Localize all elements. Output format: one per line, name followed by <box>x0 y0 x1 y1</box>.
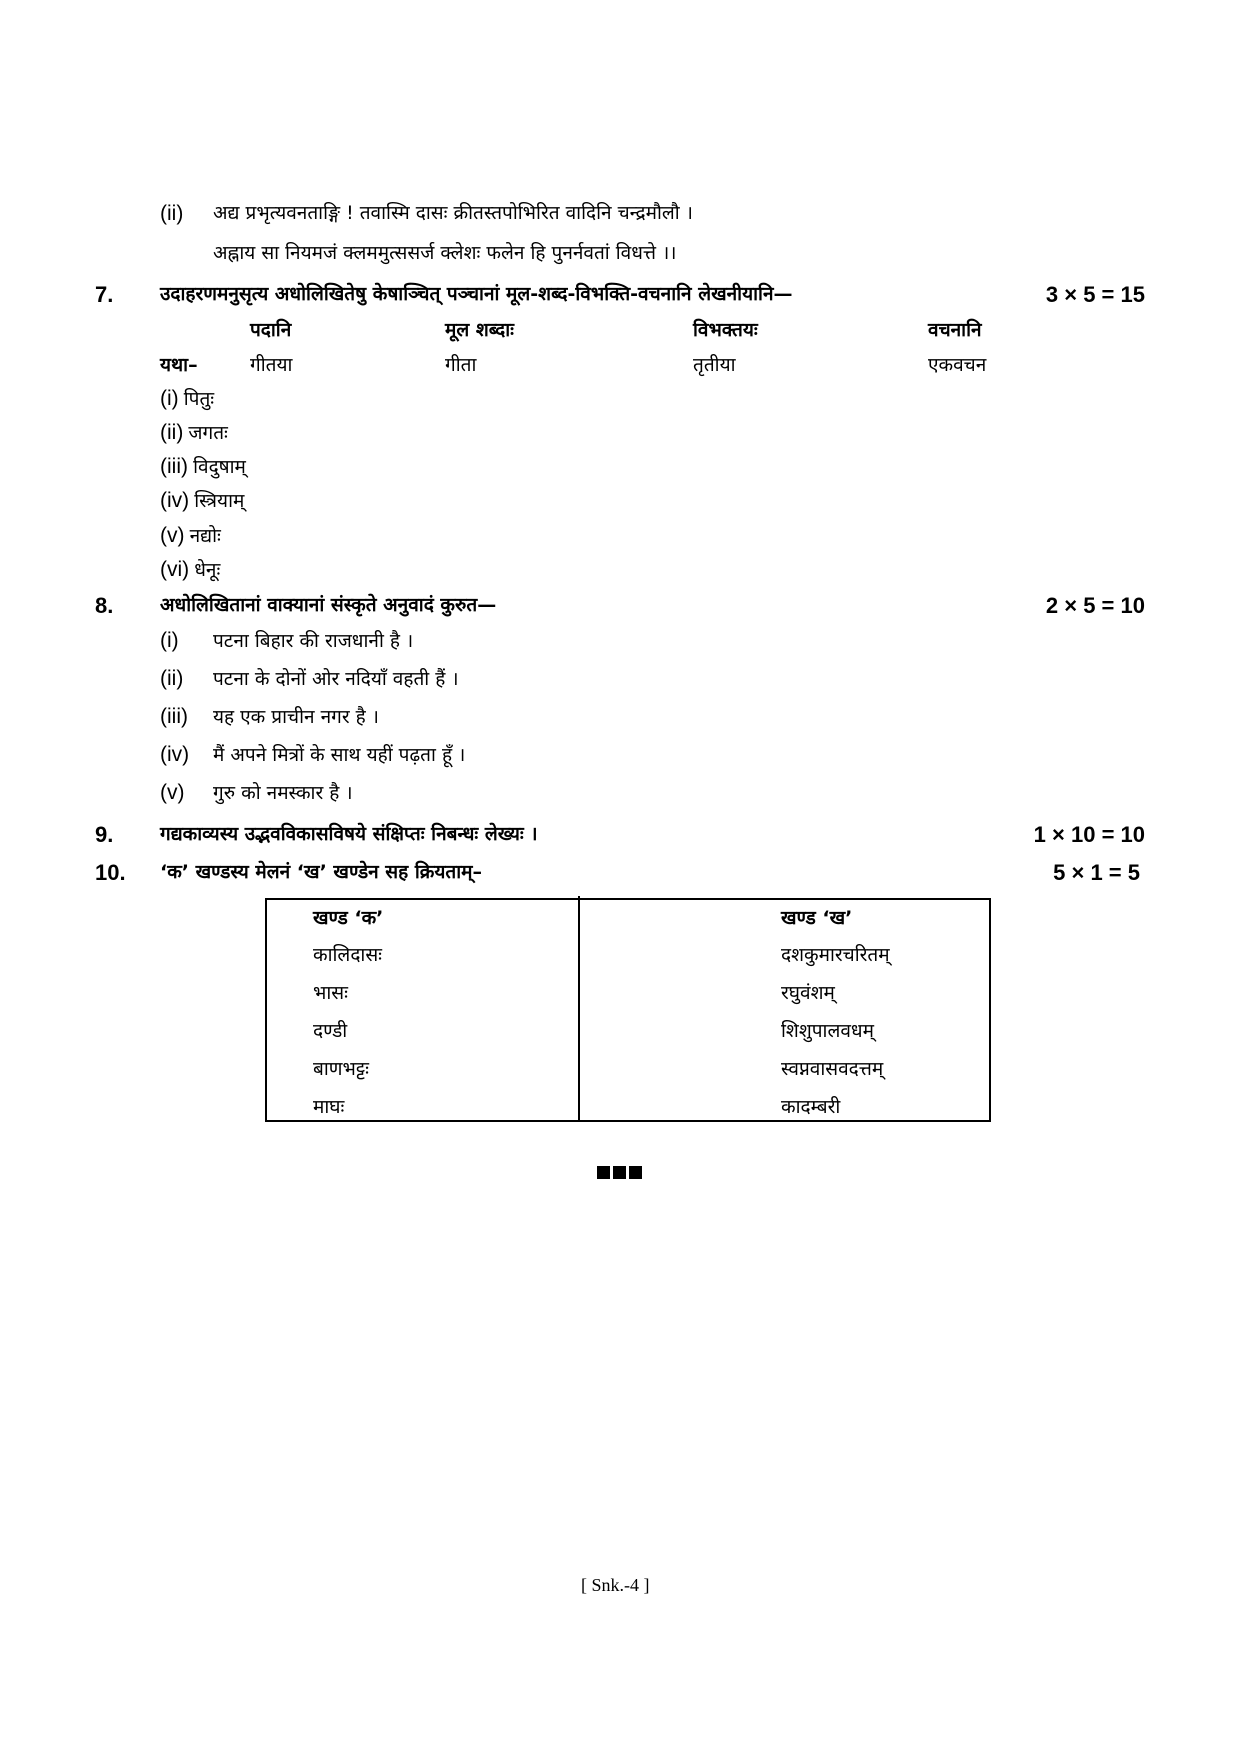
q10-marks: 5 × 1 = 5 <box>1053 860 1140 885</box>
q7-item-text: स्त्रियाम् <box>194 490 245 512</box>
col-a-header: खण्ड ‘क’ <box>313 907 384 929</box>
col-b-cell: रघुवंशम् <box>781 982 835 1004</box>
q7-item-text: धेनूः <box>194 559 221 581</box>
q7-header-vachanani: वचनानि <box>928 319 982 341</box>
q8-item-label: (i) <box>160 629 179 652</box>
q9-question-text: गद्यकाव्यस्य उद्भवविकासविषये संक्षिप्तः निबन्धः लेख्यः । <box>160 823 538 845</box>
col-a-cell: माघः <box>313 1096 345 1118</box>
q7-item-label: (ii) <box>160 421 184 444</box>
q7-item-5 <box>160 522 221 548</box>
q7-item-label: (i) <box>160 387 179 410</box>
q6-verse-line-2: अह्नाय सा नियमजं क्लममुत्ससर्ज क्लेशः फलेन हि पुनर्नवतां विधत्ते ।। <box>213 242 677 264</box>
q7-item-label: (v) <box>160 524 185 547</box>
col-a-cell: कालिदासः <box>313 944 383 966</box>
col-b-cell: दशकुमारचरितम् <box>781 944 890 966</box>
q7-example-vibhakti: तृतीया <box>693 354 736 376</box>
q7-item-text: विदुषाम् <box>193 456 246 478</box>
table-column-divider <box>578 896 580 1122</box>
q7-item-text: पितुः <box>183 388 215 410</box>
q8-question-text: अधोलिखितानां वाक्यानां संस्कृते अनुवादं कुरुत— <box>160 594 497 616</box>
col-a-cell: दण्डी <box>313 1020 348 1042</box>
q7-number: 7. <box>95 282 114 307</box>
end-marker <box>597 1166 642 1179</box>
col-a-cell: बाणभट्टः <box>313 1058 369 1080</box>
q7-example-mool: गीता <box>445 354 477 376</box>
q7-item-text: जगतः <box>188 422 228 444</box>
q8-item-label: (v) <box>160 781 185 804</box>
q7-item-text: नद्योः <box>189 525 221 547</box>
q7-question-text: उदाहरणमनुसृत्य अधोलिखितेषु केषाञ्चित् पञ्चानां मूल-शब्द-विभक्ति-वचनानि लेखनीयानि— <box>160 283 793 305</box>
q7-marks: 3 × 5 = 15 <box>1045 282 1145 307</box>
q7-header-mool-shabda: मूल शब्दाः <box>445 319 514 341</box>
q6-part-ii-label: (ii) <box>160 202 184 225</box>
col-b-cell: शिशुपालवधम् <box>781 1020 874 1042</box>
q8-marks: 2 × 5 = 10 <box>1045 593 1145 618</box>
q9-marks: 1 × 10 = 10 <box>1033 822 1145 847</box>
q8-item-text: पटना बिहार की राजधानी है । <box>213 630 414 652</box>
end-square-icon <box>613 1166 626 1179</box>
q8-item-text: गुरु को नमस्कार है । <box>213 782 353 804</box>
col-a-cell: भासः <box>313 982 348 1004</box>
q7-example-vachana: एकवचन <box>928 354 987 376</box>
match-table <box>265 898 991 1122</box>
q8-item-label: (iii) <box>160 705 188 728</box>
q7-item-3 <box>160 453 246 479</box>
q8-item-text: मैं अपने मित्रों के साथ यहीं पढ़ता हूँ । <box>213 744 466 766</box>
col-b-cell: कादम्बरी <box>781 1096 841 1118</box>
q7-item-2 <box>160 419 228 445</box>
q10-question-text: ‘क’ खण्डस्य मेलनं ‘ख’ खण्डेन सह क्रियताम्– <box>160 861 482 883</box>
end-square-icon <box>629 1166 642 1179</box>
q7-header-padani: पदानि <box>250 319 292 341</box>
q9-number: 9. <box>95 822 114 847</box>
q8-number: 8. <box>95 593 114 618</box>
q8-item-label: (iv) <box>160 743 190 766</box>
q7-item-label: (iii) <box>160 455 188 478</box>
q7-example-label: यथा– <box>160 354 198 376</box>
q7-item-6 <box>160 556 220 582</box>
q6-verse-line-1: अद्य प्रभृत्यवनताङ्गि ! तवास्मि दासः क्रीतस्तपोभिरित वादिनि चन्द्रमौलौ । <box>213 202 693 224</box>
q7-item-label: (vi) <box>160 558 190 581</box>
page-footer-code: [ Snk.-4 ] <box>581 1575 650 1595</box>
q8-item-label: (ii) <box>160 667 184 690</box>
q8-item-text: यह एक प्राचीन नगर है । <box>213 706 379 728</box>
q10-number: 10. <box>95 860 126 885</box>
end-square-icon <box>597 1166 610 1179</box>
q7-example-pada: गीतया <box>250 354 293 376</box>
q7-item-1 <box>160 385 214 411</box>
col-b-header: खण्ड ‘ख’ <box>781 907 853 929</box>
q7-item-label: (iv) <box>160 489 190 512</box>
q7-header-vibhakti: विभक्तयः <box>693 319 758 341</box>
q8-item-text: पटना के दोनों ओर नदियाँ वहती हैं । <box>213 668 459 690</box>
col-b-cell: स्वप्नवासवदत्तम् <box>781 1058 884 1080</box>
q7-item-4 <box>160 487 244 513</box>
